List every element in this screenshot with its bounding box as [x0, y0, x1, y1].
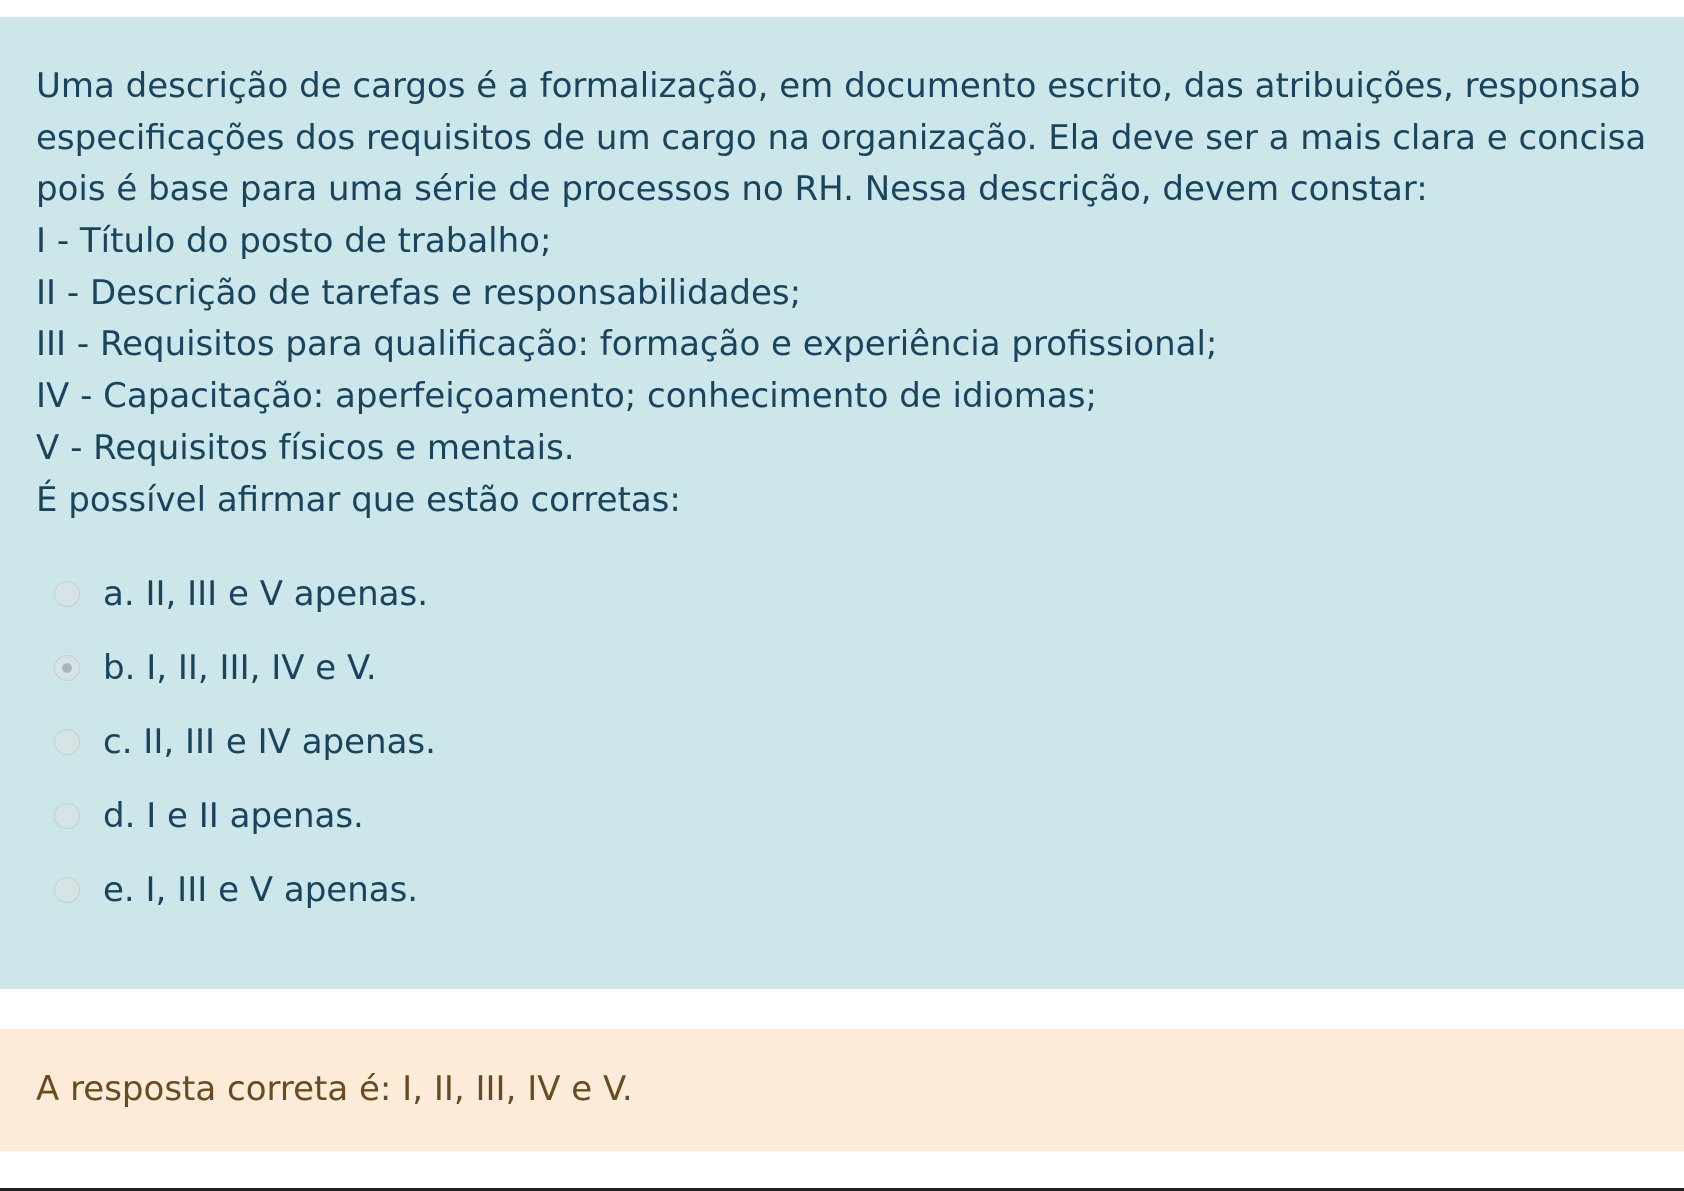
radio-button[interactable]	[54, 877, 80, 903]
option-a[interactable]	[0, 565, 1684, 625]
radio-button[interactable]	[54, 581, 80, 607]
question-line: especificações dos requisitos de um cargo na organização. Ela deve ser a mais clara e concisa	[36, 117, 1647, 158]
statement-i: I - Título do posto de trabalho;	[36, 221, 552, 262]
option-c[interactable]	[0, 713, 1684, 773]
statement-v: V - Requisitos físicos e mentais.	[36, 427, 575, 468]
radio-button[interactable]	[54, 803, 80, 829]
feedback-panel	[0, 1029, 1684, 1151]
question-text	[36, 61, 1684, 526]
option-label: a. II, III e V apenas.	[103, 574, 429, 614]
radio-button-selected[interactable]	[54, 655, 80, 681]
statement-iv: IV - Capacitação: aperfeiçoamento; conhecimento de idiomas;	[36, 376, 1097, 417]
correct-answer-text: A resposta correta é: I, II, III, IV e V.	[36, 1069, 633, 1109]
statement-iii: III - Requisitos para qualificação: formação e experiência profissional;	[36, 324, 1218, 365]
question-line: Uma descrição de cargos é a formalização, em documento escrito, das atribuições, responsab	[36, 66, 1641, 106]
option-label: d. I e II apenas.	[103, 796, 364, 836]
statement-ii: II - Descrição de tarefas e responsabilidades;	[36, 272, 802, 313]
radio-button[interactable]	[54, 729, 80, 755]
question-prompt: É possível afirmar que estão corretas:	[36, 479, 681, 520]
question-panel	[0, 17, 1684, 989]
option-e[interactable]	[0, 861, 1684, 921]
option-d[interactable]	[0, 787, 1684, 847]
question-line: pois é base para uma série de processos no RH. Nessa descrição, devem constar:	[36, 169, 1428, 210]
option-b[interactable]	[0, 639, 1684, 699]
option-label: b. I, II, III, IV e V.	[103, 648, 377, 688]
option-label: c. II, III e IV apenas.	[103, 722, 436, 762]
option-label: e. I, III e V apenas.	[103, 870, 419, 910]
